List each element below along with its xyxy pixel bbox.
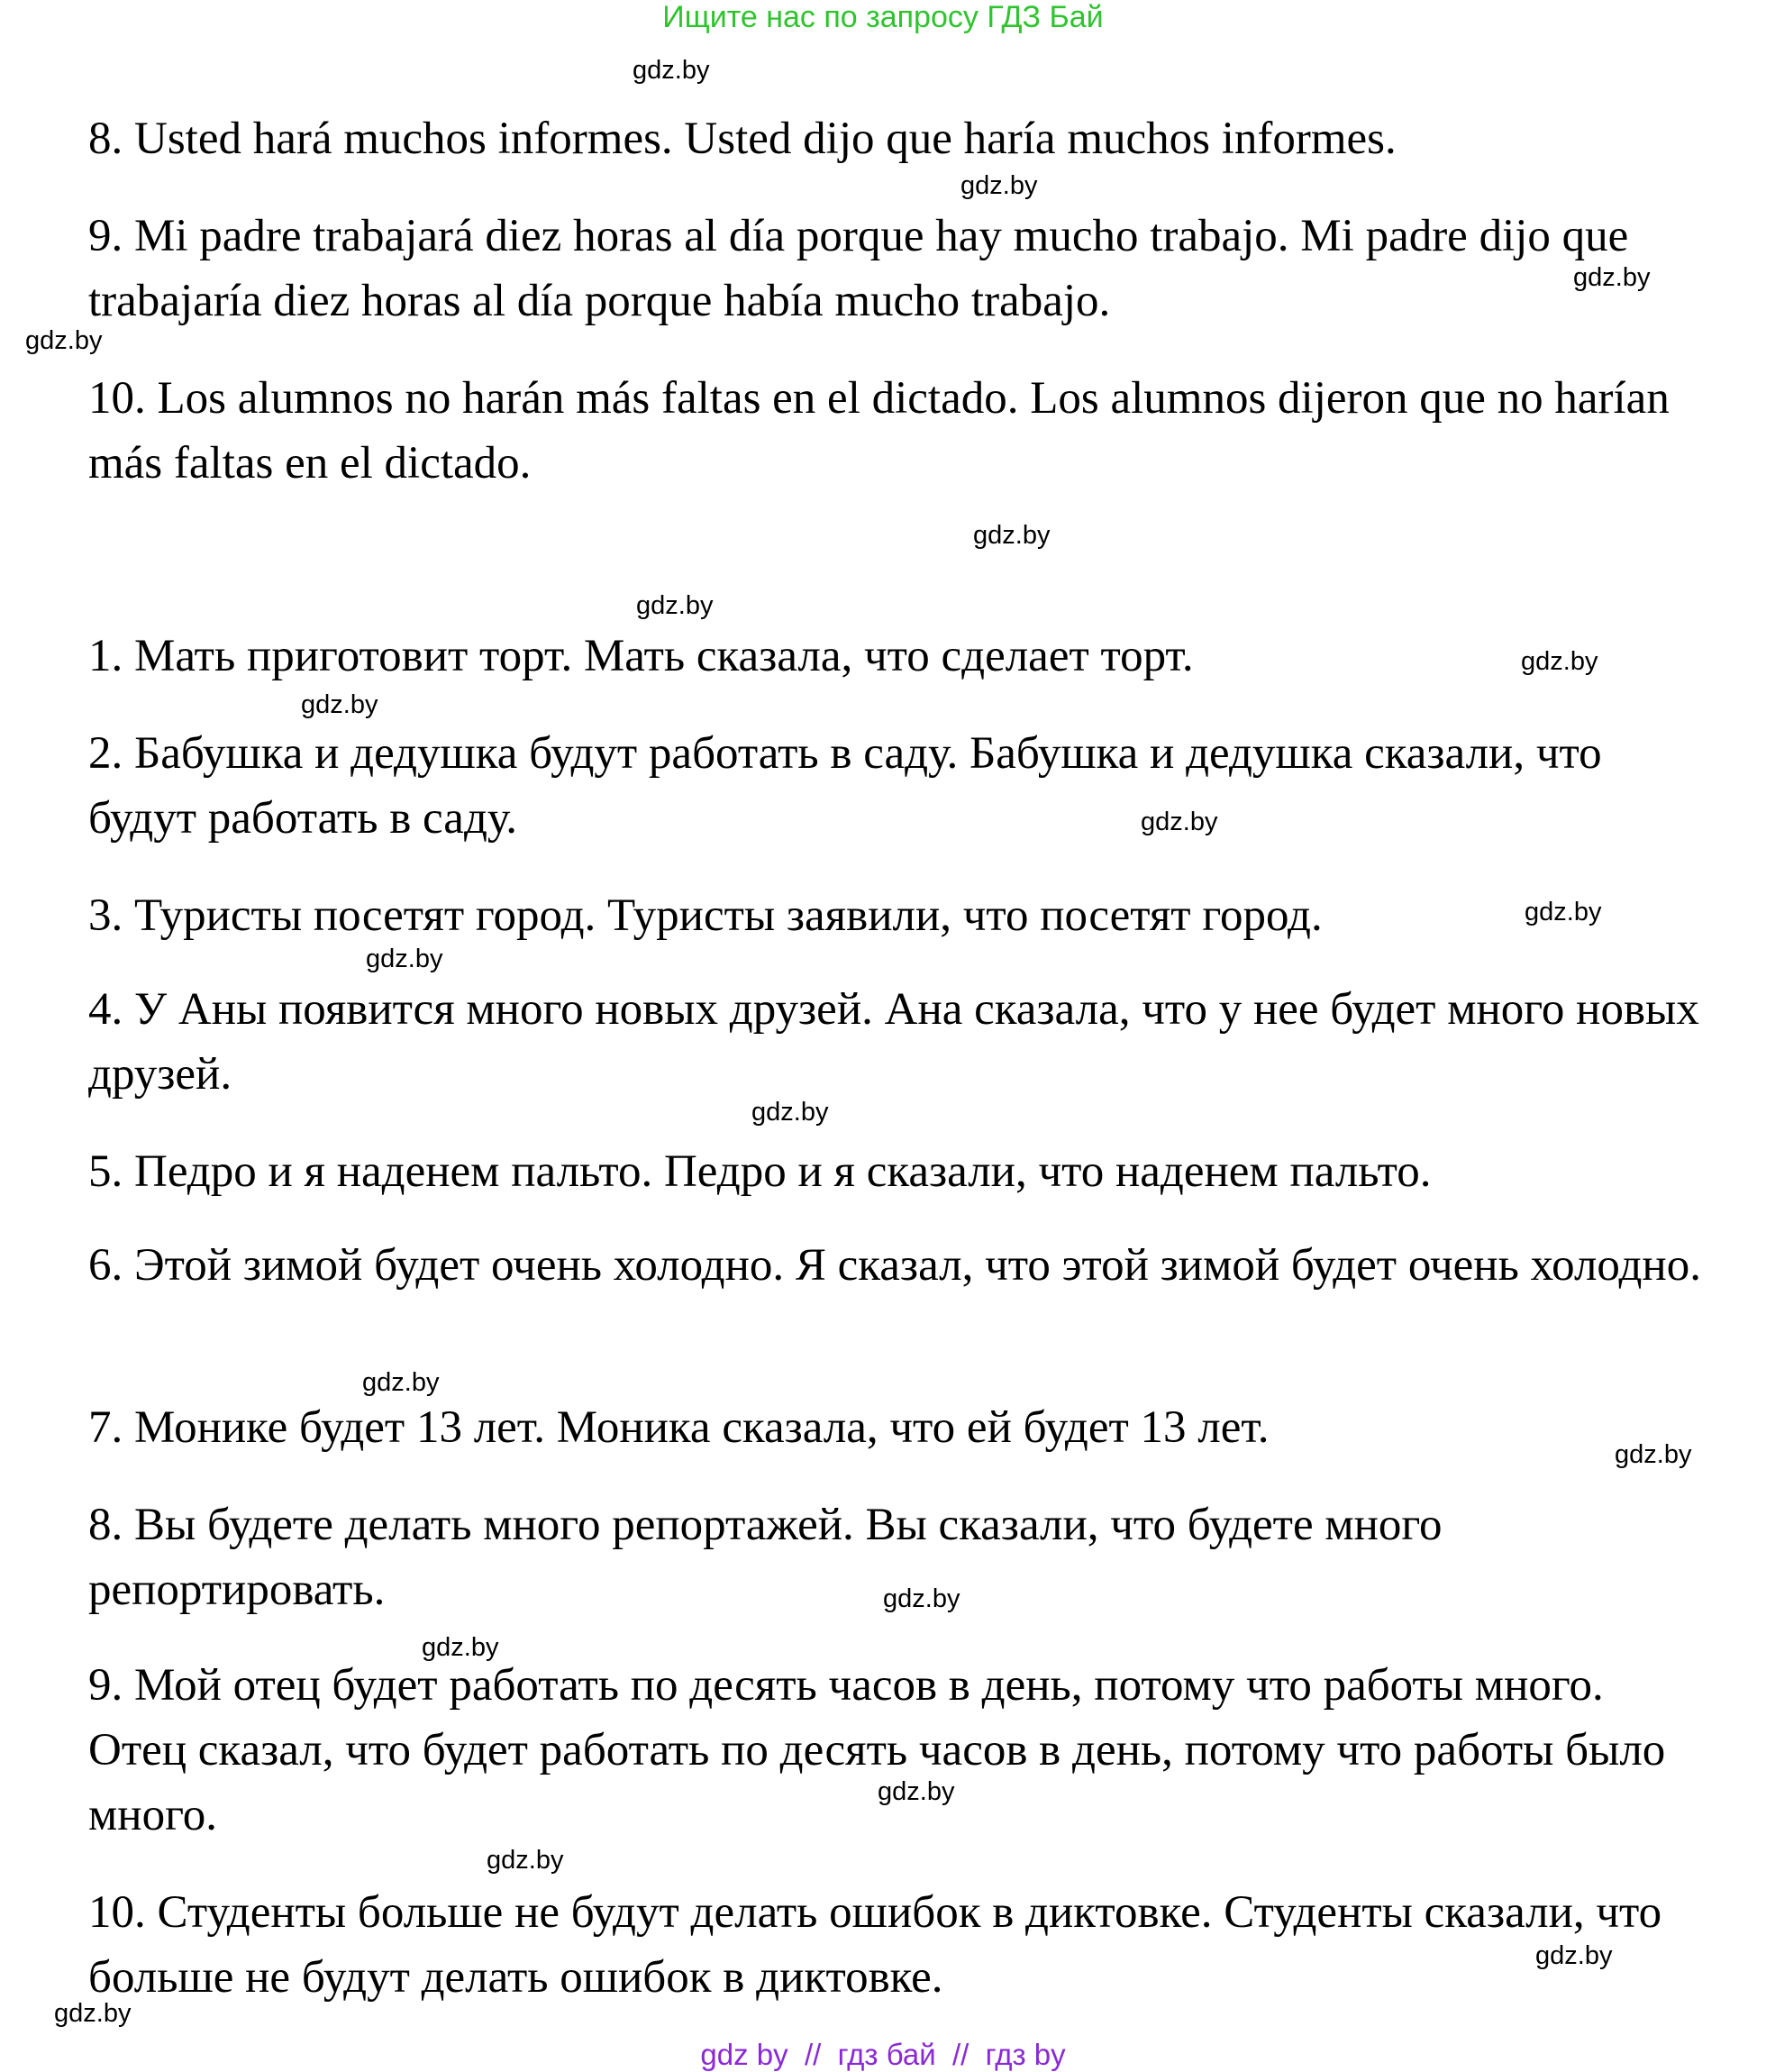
watermark: gdz.by: [25, 326, 103, 355]
header-banner: Ищите нас по запросу ГДЗ Бай: [662, 0, 1104, 34]
russian-sentence-8: 8. Вы будете делать много репортажей. Вы сказали, что будете много репортировать.: [88, 1500, 1443, 1615]
watermark: gdz.by: [973, 521, 1051, 550]
russian-sentence-10: 10. Студенты больше не будут делать ошибок в диктовке. Студенты сказали, что больше не будут делать ошибок в диктовке.: [88, 1887, 1662, 2003]
russian-sentence-2: 2. Бабушка и дедушка будут работать в саду. Бабушка и дедушка сказали, что будут работать в саду.: [88, 728, 1602, 844]
watermark: gdz.by: [54, 1999, 132, 2028]
watermark: gdz.by: [1615, 1440, 1692, 1469]
watermark: gdz.by: [883, 1584, 960, 1613]
watermark: gdz.by: [633, 56, 710, 85]
watermark: gdz.by: [636, 591, 714, 620]
watermark: gdz.by: [362, 1368, 440, 1397]
russian-sentence-4: 4. У Аны появится много новых друзей. Ана сказала, что у нее будет много новых друзей.: [88, 984, 1699, 1100]
watermark: gdz.by: [301, 690, 378, 719]
watermark: gdz.by: [487, 1846, 564, 1875]
watermark: gdz.by: [751, 1098, 829, 1127]
russian-sentence-9: 9. Мой отец будет работать по десять часов в день, потому что работы много. Отец сказал, что будет работать по десять часов в день, потому что работы было много.: [88, 1660, 1666, 1840]
watermark: gdz.by: [1535, 1941, 1613, 1970]
russian-sentence-3: 3. Туристы посетят город. Туристы заявили, что посетят город.: [88, 890, 1323, 941]
spanish-sentence-9: 9. Mi padre trabajará diez horas al día porque hay mucho trabajo. Mi padre dijo que trabajaría diez horas al día porque había mucho trabajo.: [88, 211, 1629, 326]
watermark: gdz.by: [1521, 647, 1598, 676]
watermark: gdz.by: [1141, 808, 1218, 836]
russian-sentence-6: 6. Этой зимой будет очень холодно. Я сказал, что этой зимой будет очень холодно.: [88, 1240, 1701, 1291]
watermark: gdz.by: [878, 1777, 955, 1806]
russian-sentence-5: 5. Педро и я наденем пальто. Педро и я сказали, что наденем пальто.: [88, 1146, 1432, 1197]
watermark: gdz.by: [366, 945, 443, 973]
watermark: gdz.by: [1525, 898, 1602, 926]
spanish-sentence-10: 10. Los alumnos no harán más faltas en el dictado. Los alumnos dijeron que no harían más faltas en el dictado.: [88, 373, 1670, 488]
footer-banner: gdz by // гдз бай // гдз by: [700, 2038, 1066, 2071]
watermark: gdz.by: [960, 171, 1038, 200]
russian-sentence-7: 7. Монике будет 13 лет. Моника сказала, что ей будет 13 лет.: [88, 1402, 1270, 1453]
watermark: gdz.by: [422, 1633, 499, 1662]
watermark: gdz.by: [1573, 263, 1651, 292]
russian-sentence-1: 1. Мать приготовит торт. Мать сказала, что сделает торт.: [88, 631, 1194, 681]
spanish-sentence-8: 8. Usted hará muchos informes. Usted dijo que haría muchos informes.: [88, 114, 1397, 164]
